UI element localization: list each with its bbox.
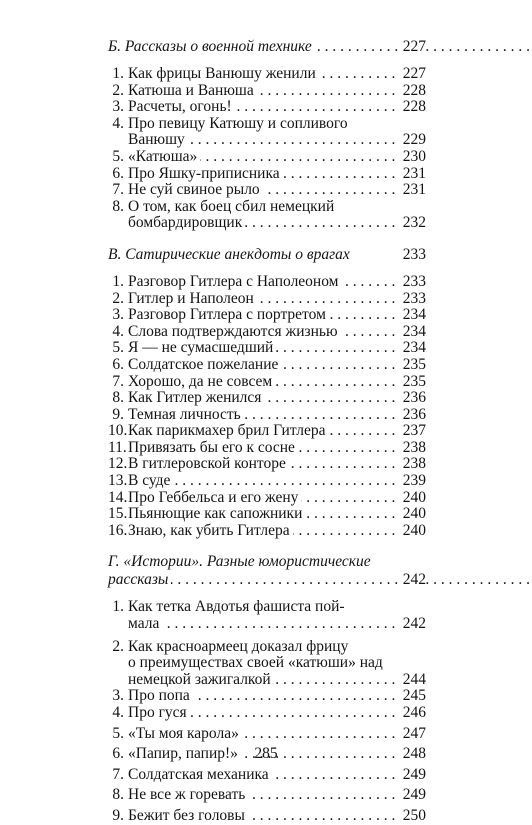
section-page: 242 (399, 571, 426, 589)
toc-entry (108, 726, 426, 743)
entry-number: 1. (112, 272, 124, 290)
entry-title: Как фрицы Ванюшу женили (128, 66, 319, 82)
entry-number: 6. (112, 355, 124, 373)
entry-page: 236 (400, 390, 426, 407)
entry-title: Гитлер и Наполеон (128, 291, 257, 307)
entry-page: 245 (400, 688, 426, 705)
entry-page: 248 (400, 746, 426, 763)
toc-entry (108, 473, 426, 490)
entry-page: 250 (400, 808, 426, 825)
entry-title: «Катюша» (128, 149, 200, 165)
entry-page: 233 (400, 291, 426, 308)
entry-page: 246 (400, 705, 426, 722)
entry-page: 231 (400, 166, 426, 183)
entry-page: 234 (400, 340, 426, 357)
entry-title: Про гуся (128, 705, 190, 721)
entry-number: 1. (112, 598, 124, 616)
entry-title: Привязать бы его к сосне (128, 440, 298, 456)
entry-title: Разговор Гитлера с Наполеоном (128, 274, 342, 290)
toc-entry (108, 324, 426, 341)
section-page: 227 (399, 38, 426, 56)
toc-entry-continuation (108, 215, 426, 232)
toc-entry (108, 166, 426, 183)
toc-entry-continuation (108, 616, 426, 633)
entry-page: 230 (400, 149, 426, 166)
toc-entry (108, 506, 426, 523)
toc-entry (108, 490, 426, 507)
entry-title: Расчеты, огонь! (128, 99, 235, 115)
entry-page: 237 (400, 423, 426, 440)
toc-entry (108, 688, 426, 705)
entry-title-continued: немецкой зажигалкой (128, 672, 274, 688)
entry-number: 10. (108, 422, 128, 440)
toc-entry (108, 307, 426, 324)
section-heading-g-continuation (108, 571, 426, 589)
entry-number: 14. (108, 488, 128, 506)
entry-title: Темная личность (128, 407, 244, 423)
entry-number: 8. (112, 786, 124, 804)
toc-entry (108, 182, 426, 199)
entry-title-continued: Ванюшу (128, 132, 188, 148)
entry-number: 4. (112, 704, 124, 721)
entry-title: Катюша и Ванюша (128, 83, 257, 99)
entry-title: Знаю, как убить Гитлера (128, 523, 293, 539)
entry-title: Хорошо, да не совсем (128, 374, 275, 390)
entry-number: 8. (112, 389, 124, 407)
entry-page: 244 (400, 672, 426, 689)
entry-page: 227 (400, 66, 426, 83)
table-of-contents (108, 38, 426, 825)
toc-entry (108, 456, 426, 473)
entry-title-continued: мала (128, 616, 162, 632)
toc-entry-continuation (108, 672, 426, 689)
entry-page: 238 (400, 456, 426, 473)
entry-number: 6. (112, 164, 124, 182)
entry-page: 236 (400, 407, 426, 424)
section-heading-g (108, 553, 426, 571)
entry-title: Как тетка Авдотья фашиста пой- (128, 599, 348, 615)
entry-page: 234 (400, 324, 426, 341)
toc-entry (108, 599, 426, 616)
entry-number: 7. (112, 765, 124, 783)
toc-entry (108, 274, 426, 291)
entry-number: 11. (108, 438, 127, 456)
entry-page: 234 (400, 307, 426, 324)
toc-entry (108, 116, 426, 133)
entry-page: 232 (400, 215, 426, 232)
entry-page: 240 (400, 490, 426, 507)
entry-number: 5. (112, 147, 124, 165)
entry-page: 238 (400, 440, 426, 457)
page-number: 285 (254, 745, 278, 762)
entry-title: «Ты моя карола» (128, 726, 242, 742)
entry-number: 7. (112, 372, 124, 390)
entry-number: 15. (108, 505, 128, 523)
entry-title: Про певицу Катюшу и сопливого (128, 116, 351, 132)
entry-page: 247 (400, 726, 426, 743)
entry-title: Про Яшку-приписника (128, 166, 283, 182)
toc-entry (108, 423, 426, 440)
entry-title: Как парикмахер брил Гитлера (128, 423, 328, 439)
entry-number: 5. (112, 724, 124, 742)
toc-entry (108, 374, 426, 391)
entry-page: 231 (400, 182, 426, 199)
toc-entry (108, 705, 426, 722)
entry-page: 242 (400, 616, 426, 633)
entry-number: 7. (112, 181, 124, 199)
toc-entry-continuation (108, 132, 426, 149)
entry-number: 1. (112, 65, 124, 82)
section-heading-b (108, 38, 426, 56)
entry-title: Как красноармеец доказал фрицу (128, 639, 351, 655)
entry-title: Слова подтверждаются жизнью (128, 324, 341, 340)
section-title: Б. Рассказы о военной технике (108, 38, 315, 55)
toc-entry (108, 808, 426, 825)
section-page: 233 (399, 246, 426, 264)
entry-page: 249 (400, 787, 426, 804)
entry-title: Солдатская механика (128, 767, 272, 783)
entry-title: Про Геббельса и его жену (128, 490, 301, 506)
section-title: В. Сатирические анекдоты о врагах (108, 246, 353, 263)
entry-number: 4. (112, 114, 124, 132)
entry-title: В суде (128, 473, 173, 489)
entry-page: 239 (400, 473, 426, 490)
entry-number: 8. (112, 197, 124, 215)
entry-number: 13. (108, 472, 128, 490)
entry-number: 4. (112, 322, 124, 340)
entry-title: «Папир, папир!» (128, 746, 241, 762)
entry-number: 16. (108, 521, 128, 539)
entry-number: 3. (112, 98, 124, 116)
entry-title: О том, как боец сбил немецкий (128, 199, 337, 215)
entry-number: 2. (112, 637, 124, 655)
section-title-continued: рассказы (108, 571, 171, 588)
entry-page: 228 (400, 99, 426, 116)
toc-entry (108, 787, 426, 804)
entry-page: 228 (400, 83, 426, 100)
toc-entry (108, 66, 426, 83)
toc-entry (108, 639, 426, 656)
entry-number: 3. (112, 687, 124, 705)
entry-title-continued: о преимуществах своей «катюши» над (128, 655, 386, 671)
entry-number: 9. (112, 806, 124, 824)
toc-entry (108, 357, 426, 374)
entry-title: Пьянющие как сапожники (128, 506, 305, 522)
entry-page: 240 (400, 506, 426, 523)
entry-page: 235 (400, 357, 426, 374)
toc-entry-continuation (108, 655, 426, 672)
toc-entry (108, 149, 426, 166)
toc-entry (108, 407, 426, 424)
section-title: Г. «Истории». Разные юмористические (108, 553, 374, 570)
entry-title: Бежит без головы (128, 808, 248, 824)
entry-number: 6. (112, 745, 124, 763)
entry-number: 3. (112, 306, 124, 324)
entry-page: 240 (400, 523, 426, 540)
entry-title: Не все ж горевать (128, 787, 248, 803)
entry-title: Я — не сумасшедший (128, 340, 276, 356)
toc-entry (108, 83, 426, 100)
entry-number: 12. (108, 455, 128, 473)
entry-number: 5. (112, 339, 124, 357)
entry-number: 9. (112, 405, 124, 423)
entry-page: 249 (400, 767, 426, 784)
entry-page: 233 (400, 274, 426, 291)
entry-title: Разговор Гитлера с портретом (128, 307, 329, 323)
section-heading-v (108, 246, 426, 264)
toc-entry (108, 767, 426, 784)
entry-title: Про попа (128, 688, 193, 704)
toc-entry (108, 99, 426, 116)
entry-title: В гитлеровской конторе (128, 456, 289, 472)
entry-title: Не суй свиное рыло (128, 182, 263, 198)
entry-title: Солдатское пожелание (128, 357, 281, 373)
toc-entry (108, 390, 426, 407)
toc-entry (108, 291, 426, 308)
toc-entry (108, 440, 426, 457)
entry-title: Как Гитлер женился (128, 390, 264, 406)
entry-title-continued: бомбардировщик (128, 215, 245, 231)
toc-entry (108, 199, 426, 216)
entry-number: 2. (112, 81, 124, 99)
entry-page: 229 (400, 132, 426, 149)
entry-page: 235 (400, 374, 426, 391)
entry-number: 2. (112, 289, 124, 307)
toc-entry (108, 523, 426, 540)
toc-entry (108, 340, 426, 357)
